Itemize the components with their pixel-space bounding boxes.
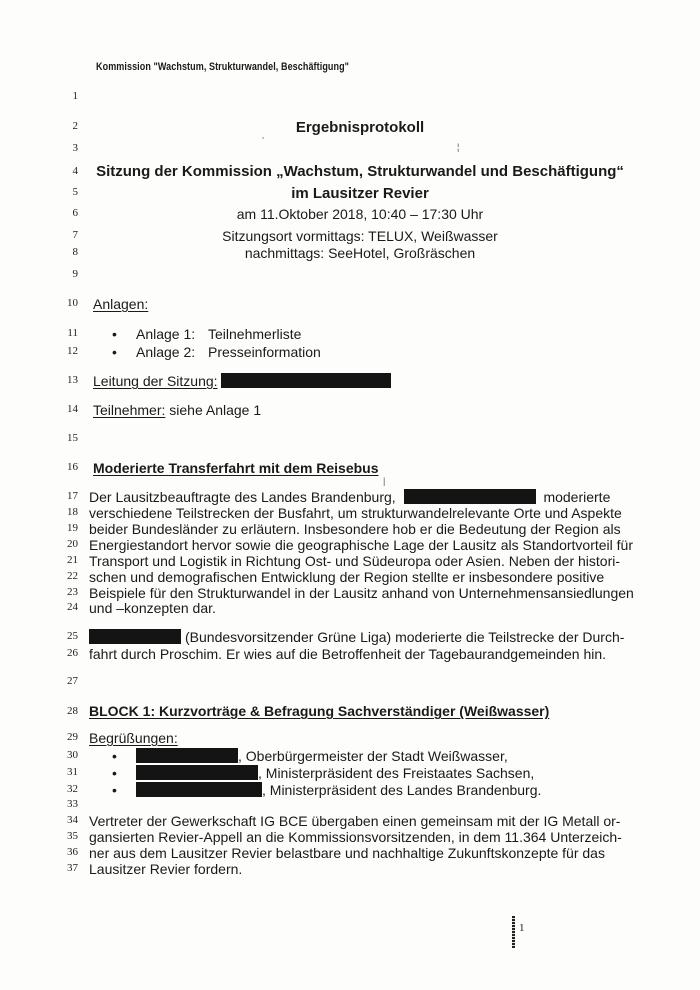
leitung-label: Leitung der Sitzung: (93, 373, 218, 389)
anlage-key: Anlage 1: (136, 326, 196, 342)
bullet-icon: • (112, 765, 117, 781)
line-number: 16 (67, 461, 78, 473)
anlage-value: Teilnehmerliste (208, 326, 302, 342)
line-number: 30 (67, 749, 78, 761)
scan-speck: | (383, 476, 386, 486)
bullet-icon: • (112, 326, 117, 342)
greeting-text: , Ministerpräsident des Freistaates Sachsen, (258, 765, 535, 781)
anlage-key: Anlage 2: (136, 344, 196, 360)
paragraph-line: schen und demografischen Entwicklung der Region stellte er insbesondere positive (89, 569, 605, 585)
line-number: 9 (72, 268, 78, 280)
redaction-block (89, 629, 181, 644)
bullet-icon: • (112, 344, 117, 360)
greeting-item (112, 782, 541, 798)
line-number: 23 (67, 586, 78, 598)
paragraph-line: Energiestandort hervor sowie die geographische Lage der Lausitz als Standortvorteil für (89, 537, 633, 553)
para-text: moderierte (543, 489, 611, 505)
teilnehmer-label: Teilnehmer: (93, 402, 166, 418)
para-text: Der Lausitzbeauftragte des Landes Brandenburg, (89, 489, 396, 505)
paragraph-line: beider Bundesländer zu erläutern. Insbesondere hob er die Bedeutung der Region als (89, 521, 621, 537)
anlagen-label: Anlagen: (93, 296, 149, 312)
line-number: 29 (67, 731, 78, 743)
teilnehmer-line (93, 402, 261, 418)
paragraph-line: verschiedene Teilstrecken der Busfahrt, um strukturwandelrelevante Orte und Aspekte (89, 505, 622, 521)
location-morning: Sitzungsort vormittags: TELUX, Weißwasser (222, 228, 498, 244)
scan-barcode-mark (512, 916, 515, 948)
redaction-block (221, 373, 391, 388)
meeting-region: im Lausitzer Revier (291, 185, 429, 202)
paragraph-line (89, 629, 624, 645)
paragraph-line: und –konzepten dar. (89, 600, 216, 616)
line-number: 25 (67, 630, 78, 642)
begruessungen-label: Begrüßungen: (89, 730, 178, 746)
line-number: 15 (67, 432, 78, 444)
line-number: 31 (67, 766, 78, 778)
line-number: 32 (67, 783, 78, 795)
paragraph-line: Beispiele für den Strukturwandel in der Lausitz anhand von Unternehmensansiedlungen (89, 585, 634, 601)
document-header: Kommission "Wachstum, Strukturwandel, Beschäftigung" (96, 61, 350, 73)
paragraph-line: Vertreter der Gewerkschaft IG BCE übergaben einen gemeinsam mit der IG Metall or- (89, 813, 621, 829)
anlage-value: Presseinformation (208, 344, 321, 360)
line-number: 7 (72, 229, 78, 241)
line-number: 10 (67, 297, 78, 309)
teilnehmer-text: siehe Anlage 1 (165, 402, 262, 418)
redaction-block (136, 782, 262, 797)
line-number: 18 (67, 506, 78, 518)
line-number: 26 (67, 647, 78, 659)
line-number: 17 (67, 490, 78, 502)
paragraph-line: ner aus dem Lausitzer Revier belastbare und nachhaltige Zukunftskonzepte für das (89, 845, 605, 861)
line-number: 37 (67, 862, 78, 874)
line-number: 36 (67, 846, 78, 858)
paragraph-line: fahrt durch Proschim. Er wies auf die Betroffenheit der Tagebaurandgemeinden hin. (89, 646, 607, 662)
line-number: 21 (67, 554, 78, 566)
line-number: 6 (72, 207, 78, 219)
greeting-text: , Ministerpräsident des Landes Brandenburg. (262, 782, 542, 798)
line-number: 27 (67, 675, 78, 687)
line-number: 2 (72, 120, 78, 132)
line-number: 8 (72, 246, 78, 258)
anlage-item (112, 344, 321, 360)
line-number: 24 (67, 601, 78, 613)
line-number: 4 (72, 165, 78, 177)
line-number: 28 (67, 705, 78, 717)
scan-speck: ‚ (262, 130, 264, 140)
greeting-item (112, 748, 508, 764)
page-number: 1 (519, 922, 525, 934)
line-number: 19 (67, 522, 78, 534)
line-number: 1 (72, 90, 78, 102)
document-title: Ergebnisprotokoll (295, 119, 425, 136)
leitung-line (93, 373, 391, 389)
bullet-icon: • (112, 748, 117, 764)
line-number: 5 (72, 186, 78, 198)
paragraph-line: Lausitzer Revier fordern. (89, 861, 243, 877)
paragraph-line: Transport und Logistik in Richtung Ost- und Südeuropa oder Asien. Neben der histori- (89, 553, 621, 569)
line-number: 14 (67, 403, 78, 415)
scan-speck: ¦ (457, 142, 460, 152)
line-number: 13 (67, 374, 78, 386)
line-number: 22 (67, 570, 78, 582)
meeting-date: am 11.Oktober 2018, 10:40 – 17:30 Uhr (236, 206, 484, 222)
redaction-block (136, 765, 258, 780)
para-text: (Bundesvorsitzender Grüne Liga) moderierte die Teilstrecke der Durch- (185, 629, 625, 645)
line-number: 20 (67, 538, 78, 550)
paragraph-line (89, 489, 610, 505)
meeting-subtitle: Sitzung der Kommission „Wachstum, Strukturwandel und Beschäftigung“ (96, 163, 624, 180)
line-number: 12 (67, 345, 78, 357)
redaction-block (136, 748, 238, 763)
paragraph-line: gansierten Revier-Appell an die Kommissionsvorsitzenden, in dem 11.364 Unterzeich- (89, 829, 622, 845)
bullet-icon: • (112, 782, 117, 798)
redaction-block (404, 489, 536, 504)
line-number: 33 (67, 798, 78, 810)
section-heading-block1: BLOCK 1: Kurzvorträge & Befragung Sachverständiger (Weißwasser) (89, 703, 550, 719)
anlage-item (112, 326, 301, 342)
line-number: 35 (67, 830, 78, 842)
greeting-item (112, 765, 534, 781)
line-number: 34 (67, 814, 78, 826)
greeting-text: , Oberbürgermeister der Stadt Weißwasser, (238, 748, 508, 764)
section-heading-transferfahrt: Moderierte Transferfahrt mit dem Reisebus (93, 460, 379, 476)
location-afternoon: nachmittags: SeeHotel, Großräschen (244, 245, 476, 261)
line-number: 3 (72, 142, 78, 154)
line-number: 11 (67, 327, 78, 339)
